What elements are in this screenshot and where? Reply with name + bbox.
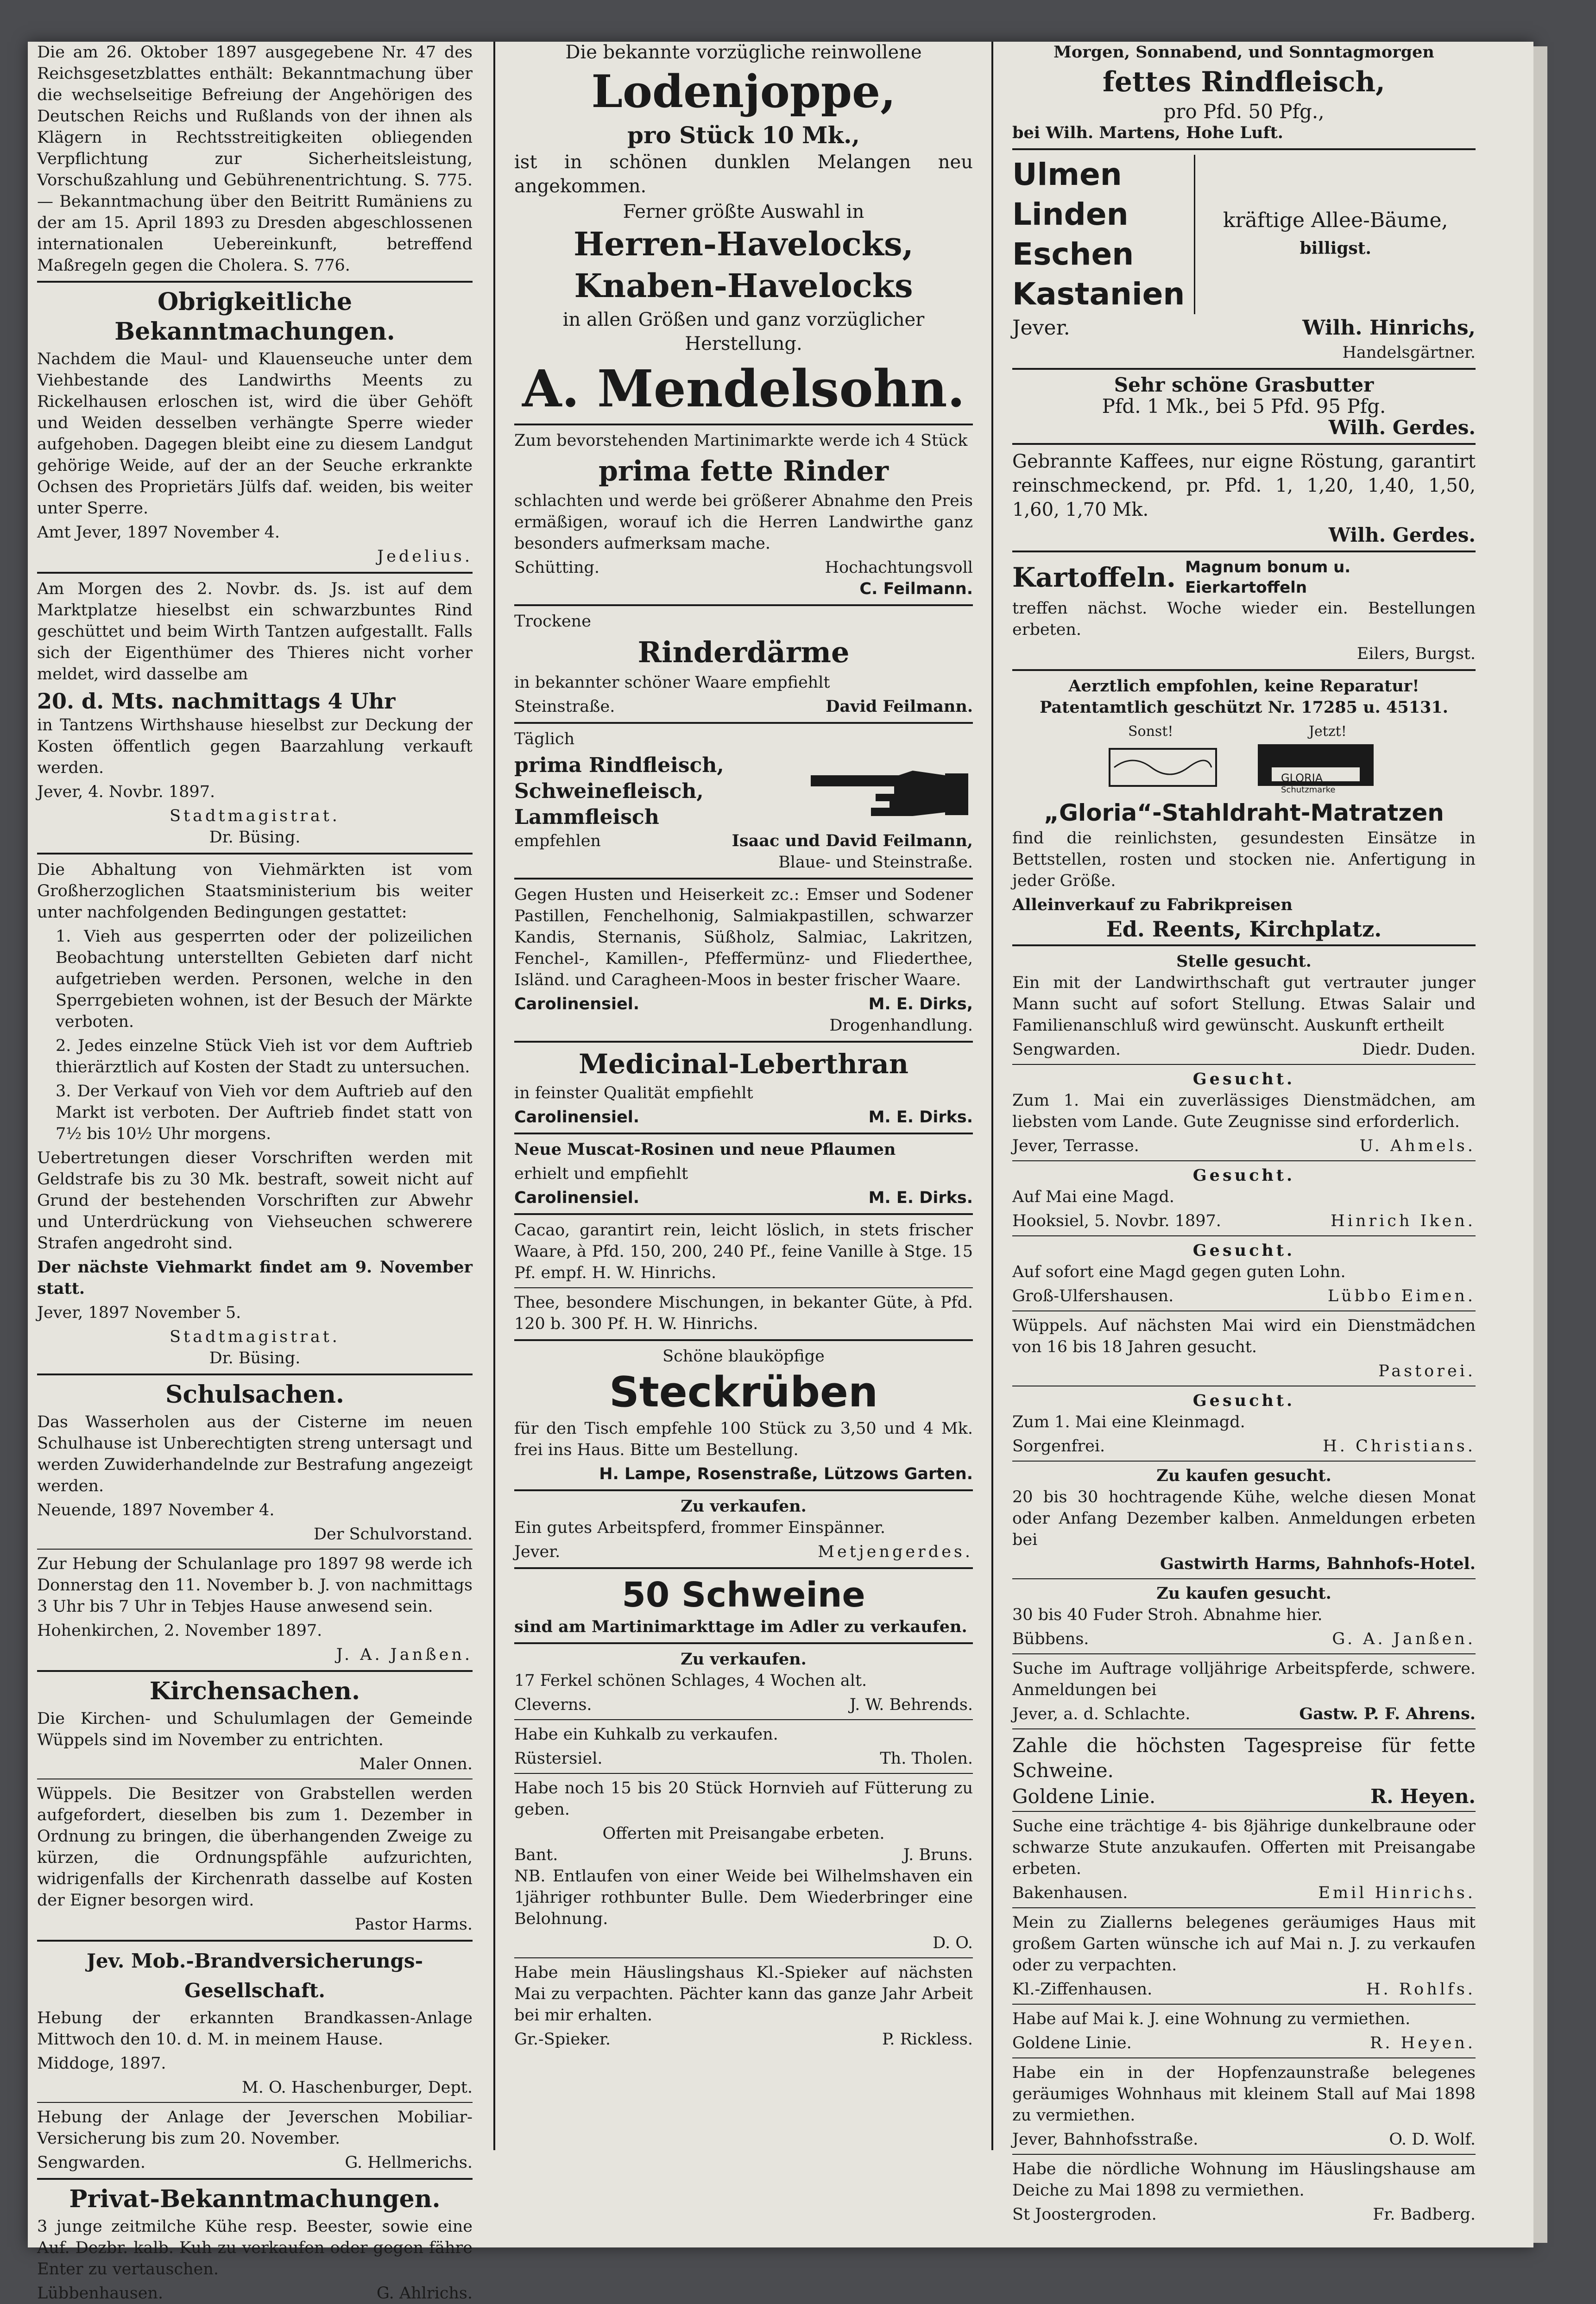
notice-signature: Dr. Büsing. [209, 1349, 301, 1367]
column-rule-2 [991, 42, 993, 2150]
ad-place: Cleverns. [514, 1696, 592, 1714]
notice-text: Am Morgen des 2. Novbr. ds. Js. ist auf dem Marktplatze hieselbst ein schwarzbuntes Rind geschüttet und beim Wirth Tantzen aufgestallt. Falls sich der Eigenthümer des Thieres nicht vorher meldet, wird dasselbe am [37, 580, 473, 684]
divider [37, 1940, 473, 1942]
divider [514, 604, 973, 606]
notice-date: Middoge, 1897. [37, 2054, 166, 2073]
section-heading-private: Privat-Bekanntmachungen. [69, 2185, 441, 2213]
column-1 [37, 42, 473, 2303]
ad-heading: Gesucht. [1192, 1241, 1295, 1260]
ad-signature: Gastw. P. F. Ahrens. [1299, 1704, 1476, 1723]
ad-headline-lodenjoppe: Lodenjoppe, [591, 65, 896, 118]
ad-signature: G. A. Janßen. [1332, 1630, 1476, 1648]
ad-text: Offerten mit Preisangabe erbeten. [602, 1824, 885, 1843]
ad-text: erhielt und empfiehlt [514, 1165, 688, 1183]
ad-signature: P. Rickless. [882, 2030, 973, 2049]
ad-heading: Gesucht. [1192, 1166, 1295, 1185]
ad-text: schlachten und werde bei größerer Abnahme den Preis ermäßigen, worauf ich die Herren Landwirthe ganz besonders aufmerksam mache. [514, 492, 973, 553]
section-heading-church: Kirchensachen. [149, 1677, 360, 1705]
ad-address: Blaue- und Steinstraße. [778, 853, 973, 872]
ad-text: Hochachtungsvoll [825, 558, 973, 577]
ad-text: Auf Mai eine Magd. [1012, 1188, 1174, 1206]
column-2 [514, 42, 973, 2173]
ad-place: Jever, Terrasse. [1012, 1137, 1139, 1155]
ad-place: Groß-Ulfershausen. [1012, 1287, 1174, 1305]
ad-signature: H. Lampe, Rosenstraße, Lützows Garten. [599, 1465, 973, 1483]
ad-text: Schöne blauköpfige [662, 1347, 825, 1366]
ad-heading: Zu verkaufen. [681, 1650, 807, 1669]
ad-text: Habe noch 15 bis 20 Stück Hornvieh auf Fütterung zu geben. [514, 1779, 973, 1819]
divider [1012, 1907, 1476, 1908]
ad-text: Ein gutes Arbeitspferd, frommer Einspänner. [514, 1519, 886, 1537]
ad-headline-steckrueben: Steckrüben [609, 1368, 878, 1417]
notice-date: Jever, 1897 November 5. [37, 1304, 241, 1322]
ad-signature: R. Heyen. [1370, 2034, 1476, 2052]
notice-signature: Jedelius. [377, 547, 473, 566]
ad-text: Gebrannte Kaffees, nur eigne Röstung, garantirt reinschmeckend, pr. Pfd. 1, 1,20, 1,40, 1,50, 1,60, 1,70 Mk. [1012, 451, 1476, 520]
ad-headline: prima Rindfleisch, [514, 753, 724, 777]
ad-heading: Zu kaufen gesucht. [1156, 1466, 1331, 1485]
ad-text: Auf sofort eine Magd gegen guten Lohn. [1012, 1263, 1346, 1281]
ad-text: Mein zu Ziallerns belegenes geräumiges Haus mit großem Garten wünsche ich auf Mai n. J. zu verkaufen oder zu verpachten. [1012, 1913, 1476, 1975]
divider [514, 1567, 973, 1569]
ad-headline-gloria: „Gloria“-Stahldraht-Matratzen [1044, 799, 1444, 826]
ad-text: Zahle die höchsten Tagespreise für fette Schweine. [1012, 1734, 1476, 1782]
ad-place: St Joostergroden. [1012, 2205, 1157, 2224]
divider [514, 1287, 973, 1288]
divider [514, 1957, 973, 1958]
notice-signature: Stadtmagistrat. [170, 1328, 340, 1346]
ad-place: Gr.-Spieker. [514, 2030, 611, 2049]
ad-place: Jever, Bahnhofsstraße. [1012, 2130, 1199, 2149]
ad-text: Zum 1. Mai eine Kleinmagd. [1012, 1413, 1245, 1431]
divider [1012, 551, 1476, 552]
notice-text: Uebertretungen dieser Vorschriften werden mit Geldstrafe bis zu 30 Mk. bestraft, soweit nicht auf Grund der bestehenden Vorschriften zur Abwehr und Unterdrückung von Viehseuchen schwerere Strafen angedroht sind. [37, 1149, 473, 1253]
notice-signature: Pastor Harms. [354, 1915, 473, 1934]
list-item: 2. Jedes einzelne Stück Vieh ist vor dem Auftrieb thierärztlich auf Kosten der Stadt zu untersuchen. [56, 1037, 473, 1076]
mattress-label-after: Jetzt! [1309, 723, 1347, 740]
ad-signature: J. Bruns. [903, 1846, 973, 1864]
notice-text: Die Kirchen- und Schulumlagen der Gemeinde Wüppels sind im November zu entrichten. [37, 1709, 473, 1749]
ad-headline: Herren-Havelocks, [574, 225, 914, 263]
ad-place: Sengwarden. [1012, 1040, 1121, 1059]
divider [514, 1642, 973, 1644]
ad-headline: fettes Rindfleisch, [1103, 66, 1385, 98]
divider [514, 1773, 973, 1774]
notice-date: Hohenkirchen, 2. November 1897. [37, 1621, 322, 1640]
ad-text: Habe ein in der Hopfenzaunstraße belegenes geräumiges Wohnhaus mit kleinem Stall auf Mai 1898 zu vermiethen. [1012, 2063, 1476, 2125]
ad-signature: Wilh. Gerdes. [1328, 416, 1476, 439]
notice-text: Nachdem die Maul- und Klauenseuche unter dem Viehbestande des Landwirths Meents zu Rickelhausen erloschen ist, wird die über Gehöft und Weiden desselben verhängte Sperre wieder aufgehoben. Dagegen bleibt eine zu diesem Landgut gehörige Weide, auf der an der Seuche erkrankte Ochsen des Proprietärs Jülfs daf. weiden, bis weiter unter Sperre. [37, 350, 473, 518]
ad-headline: Sehr schöne Grasbutter [1114, 373, 1374, 396]
divider [37, 1670, 473, 1672]
divider [37, 1549, 473, 1550]
divider [514, 1719, 973, 1720]
divider [1012, 148, 1476, 150]
divider [514, 1213, 973, 1215]
divider [514, 1489, 973, 1491]
ad-text: Habe die nördliche Wohnung im Häuslingshause am Deiche zu Mai 1898 zu vermiethen. [1012, 2160, 1476, 2200]
divider [1012, 1235, 1476, 1236]
ad-text: Suche im Auftrage volljährige Arbeitspferde, schwere. Anmeldungen bei [1012, 1659, 1476, 1699]
ad-text: Aerztlich empfohlen, keine Reparatur! [1068, 677, 1419, 696]
column-rule-1 [493, 42, 495, 2150]
ad-signature: Hinrich Iken. [1331, 1212, 1476, 1230]
divider [1012, 669, 1476, 671]
divider [37, 2102, 473, 2103]
ad-signature: H. Rohlfs. [1366, 1980, 1476, 1999]
ad-company-mendelsohn: A. Mendelsohn. [522, 359, 965, 418]
divider [1012, 1811, 1476, 1812]
ad-headline: Rinderdärme [637, 635, 850, 669]
ad-text: Drogenhandlung. [829, 1016, 973, 1035]
ad-text: Alleinverkauf zu Fabrikpreisen [1012, 895, 1293, 914]
ad-signature: Wilh. Hinrichs, [1302, 316, 1476, 340]
divider [1012, 443, 1476, 445]
ad-text: Suche eine trächtige 4- bis 8jährige dunkelbraune oder schwarze Stute anzukaufen. Offerten mit Preisangabe erbeten. [1012, 1817, 1476, 1878]
ad-signature: J. W. Behrends. [849, 1696, 973, 1714]
divider [1012, 1461, 1476, 1462]
ad-place: Goldene Linie. [1012, 2034, 1132, 2052]
ad-text: treffen nächst. Woche wieder ein. Bestellungen erbeten. [1012, 599, 1476, 639]
ad-text: 20 bis 30 hochtragende Kühe, welche diesen Monat oder Anfang Dezember kalben. Anmeldungen erbeten bei [1012, 1488, 1476, 1549]
divider [1012, 1728, 1476, 1729]
ad-signature: C. Feilmann. [859, 580, 973, 598]
ad-price: pro Pfd. 50 Pfg., [1163, 100, 1325, 123]
ad-signature: H. Christians. [1323, 1437, 1476, 1456]
divider [514, 1041, 973, 1043]
page-edge [1533, 46, 1547, 2243]
notice-signature: J. A. Janßen. [336, 1646, 473, 1664]
pointing-hand-icon [806, 757, 973, 826]
ad-headline: Lammfleisch [514, 805, 659, 829]
ad-signature: Emil Hinrichs. [1318, 1884, 1476, 1902]
ad-text: 30 bis 40 Fuder Stroh. Abnahme hier. [1012, 1606, 1323, 1624]
ad-heading: Stelle gesucht. [1176, 952, 1312, 971]
ad-signature: O. D. Wolf. [1389, 2130, 1476, 2149]
ad-text: ist in schönen dunklen Melangen neu angekommen. [514, 152, 973, 197]
ad-signature: Ed. Reents, Kirchplatz. [1106, 917, 1382, 942]
ad-text: Cacao, garantirt rein, leicht löslich, in stets frischer Waare, à Pfd. 150, 200, 240 Pf., feine Vanille à Stge. 15 Pf. empf. H. W. Hinrichs. [514, 1221, 973, 1282]
divider [37, 1374, 473, 1375]
notice-signature: Dr. Büsing. [209, 828, 301, 847]
divider [1012, 2154, 1476, 2155]
divider [1012, 1160, 1476, 1161]
ad-place: Goldene Linie. [1012, 1785, 1156, 1808]
ad-place: Carolinensiel. [514, 995, 640, 1013]
notice-text: Die Abhaltung von Viehmärkten ist vom Großherzoglichen Staatsministerium bis weiter unter nachfolgenden Bedingungen gestattet: [37, 861, 473, 922]
ad-text: Gegen Husten und Heiserkeit zc.: Emser und Sodener Pastillen, Fenchelhonig, Salmiakpastillen, schwarzer Kandis, Sternanis, Süßholz, Salmiac, Lakritzen, Fenchel-, Kamillen-, Pfeffermünz- und Fliederthee, Isländ. und Caragheen-Moos in bester frischer Waare. [514, 886, 973, 989]
ad-place: Schütting. [514, 558, 600, 577]
section-heading-insurance: Jev. Mob.-Brandversicherungs-Gesellschaft. [86, 1950, 423, 2002]
notice-text: Das Wasserholen aus der Cisterne im neuen Schulhause ist Unberechtigten streng untersagt und werden Zuwiderhandelnde zur Bestrafung angezeigt werden. [37, 1413, 473, 1495]
ad-signature: Eilers, Burgst. [1356, 645, 1476, 663]
ad-price: Pfd. 1 Mk., bei 5 Pfd. 95 Pfg. [1102, 395, 1386, 418]
ad-signature: Metjengerdes. [818, 1543, 973, 1561]
ad-text: in allen Größen und ganz vorzüglicher Herstellung. [562, 309, 925, 354]
ad-signature: Gastwirth Harms, Bahnhofs-Hotel. [1160, 1554, 1476, 1573]
mattress-label-before: Sonst! [1128, 723, 1173, 740]
ad-text: Habe auf Mai k. J. eine Wohnung zu vermiethen. [1012, 2010, 1411, 2028]
ad-place: Rüstersiel. [514, 1749, 603, 1768]
list-item: 3. Der Verkauf von Vieh vor dem Auftrieb auf den Markt ist verboten. Der Auftrieb findet statt von 7½ bis 10½ Uhr morgens. [56, 1082, 473, 1143]
ad-text: Ein mit der Landwirthschaft gut vertrauter junger Mann sucht auf sofort Stellung. Etwas Salair und Familienanschluß wird gewünscht. Auskunft ertheilt [1012, 974, 1476, 1035]
ad-text: in bekannter schöner Waare empfiehlt [514, 673, 830, 692]
divider [37, 853, 473, 855]
divider [37, 2178, 473, 2180]
notice-highlight: Der nächste Viehmarkt findet am 9. November statt. [37, 1258, 473, 1298]
ad-signature: M. E. Dirks. [868, 1189, 973, 1207]
notice-signature: G. Hellmerichs. [345, 2153, 473, 2172]
ad-signature: Th. Tholen. [880, 1749, 973, 1768]
column-3 [1012, 42, 1476, 2224]
ad-signature: U. Ahmels. [1359, 1137, 1476, 1155]
ad-place: Hooksiel, 5. Novbr. 1897. [1012, 1212, 1221, 1230]
ad-place: Bakenhausen. [1012, 1884, 1128, 1902]
ad-price: pro Stück 10 Mk., [627, 121, 860, 149]
ad-text: Zum bevorstehenden Martinimarkte werde ich 4 Stück [514, 431, 968, 450]
ad-headline-schweine: 50 Schweine [622, 1575, 865, 1615]
divider [514, 424, 973, 425]
divider [1012, 1653, 1476, 1654]
ad-text: Die bekannte vorzügliche reinwollene [565, 42, 922, 63]
divider [37, 281, 473, 283]
divider [1012, 1310, 1476, 1311]
divider [1012, 1064, 1476, 1065]
ad-signature: D. O. [933, 1934, 973, 1952]
ad-headline: prima fette Rinder [598, 455, 889, 487]
ad-signature: bei Wilh. Martens, Hohe Luft. [1012, 123, 1283, 142]
ad-place: Steinstraße. [514, 697, 615, 716]
ad-signature: M. E. Dirks. [868, 1108, 973, 1127]
section-heading-school: Schulsachen. [165, 1380, 344, 1409]
ad-place: Carolinensiel. [514, 1108, 640, 1127]
ad-heading: Zu kaufen gesucht. [1156, 1584, 1331, 1603]
divider [1012, 2057, 1476, 2058]
ad-text: billigst. [1300, 239, 1371, 258]
ad-text: Magnum bonum u. Eierkartoffeln [1185, 558, 1351, 597]
notice-text: Hebung der erkannten Brandkassen-Anlage Mittwoch den 10. d. M. in meinem Hause. [37, 2009, 473, 2049]
ad-text: für den Tisch empfehle 100 Stück zu 3,50 und 4 Mk. frei ins Haus. Bitte um Bestellung. [514, 1419, 973, 1459]
notice-text: Zur Hebung der Schulanlage pro 1897 98 werde ich Donnerstag den 11. November b. J. von nachmittags 3 Uhr bis 7 Uhr in Tebjes Hause anwesend sein. [37, 1555, 473, 1616]
divider [514, 1133, 973, 1134]
ad-signature: Diedr. Duden. [1362, 1040, 1476, 1059]
section-heading-official: Obrigkeitliche Bekanntmachungen. [114, 288, 395, 346]
ad-text: NB. Entlaufen von einer Weide bei Wilhelmshaven ein 1jähriger rothbunter Bulle. Dem Wiederbringer eine Belohnung. [514, 1867, 973, 1928]
ad-text: find die reinlichsten, gesundesten Einsätze in Bettstellen, rosten und stocken nie. Anfertigung in jeder Größe. [1012, 829, 1476, 890]
ad-headline: Medicinal-Leberthran [579, 1048, 908, 1080]
gazette-notice: Die am 26. Oktober 1897 ausgegebene Nr. 47 des Reichsgesetzblattes enthält: Bekanntmachung über die wechselseitige Befreiung der Angehörigen des Deutschen Reichs und Rußlands von der ihnen als Klägern in Rechtsstreitigkeiten obliegenden Verpflichtung zur Sicherheitsleistung, Vorschußzahlung und Gebührenentrichtung. S. 775. — Bekanntmachung über den Beitritt Rumäniens zu der am 15. April 1893 zu Dresden abgeschlossenen internationalen Uebereinkunft, betreffend Maßregeln gegen die Cholera. S. 776. [37, 43, 473, 275]
ad-signature: M. E. Dirks, [868, 995, 973, 1013]
ad-text: Morgen, Sonnabend, und Sonntagmorgen [1053, 43, 1434, 62]
mattress-trademark: Schutzmarke [1281, 785, 1336, 795]
divider [37, 572, 473, 574]
ad-place: Jever. [514, 1543, 561, 1561]
ad-text: Wüppels. Auf nächsten Mai wird ein Dienstmädchen von 16 bis 18 Jahren gesucht. [1012, 1317, 1476, 1356]
notice-signature: Maler Onnen. [359, 1755, 473, 1773]
ad-place: Jever. [1012, 316, 1070, 340]
ad-place: Bübbens. [1012, 1630, 1089, 1648]
ad-text: Habe ein Kuhkalb zu verkaufen. [514, 1725, 778, 1744]
ad-text: Handelsgärtner. [1342, 343, 1476, 362]
notice-text: 3 junge zeitmilche Kühe resp. Beester, sowie eine Auf. Dezbr. kalb. Kuh zu verkaufen oder gegen fähre Enter zu vertauschen. [37, 2217, 473, 2279]
ad-signature: Wilh. Gerdes. [1328, 524, 1476, 546]
ad-signature: Fr. Badberg. [1373, 2205, 1476, 2224]
tree-ulmen: Ulmen [1012, 157, 1122, 192]
ad-headline: Kartoffeln. [1012, 562, 1176, 593]
ad-text: in feinster Qualität empfiehlt [514, 1084, 753, 1102]
ad-place: Kl.-Ziffenhausen. [1012, 1980, 1153, 1999]
ad-place: Sorgenfrei. [1012, 1437, 1105, 1456]
ad-text: Habe mein Häuslingshaus Kl.-Spieker auf nächsten Mai zu verpachten. Pächter kann das ganze Jahr Arbeit bei mir erhalten. [514, 1963, 973, 2025]
divider [1012, 944, 1476, 946]
divider [1012, 368, 1476, 370]
ad-headline: Neue Muscat-Rosinen und neue Pflaumen [514, 1140, 896, 1159]
ad-text: Zum 1. Mai ein zuverlässiges Dienstmädchen, am liebsten vom Lande. Gute Zeugnisse sind erforderlich. [1012, 1091, 1476, 1131]
ad-place: Carolinensiel. [514, 1189, 640, 1207]
notice-place: Lübbenhausen. [37, 2284, 164, 2303]
notice-signature: Stadtmagistrat. [170, 807, 340, 825]
mattress-brand-label: GLORIA [1281, 772, 1323, 785]
divider [1012, 1578, 1476, 1579]
list-item: 1. Vieh aus gesperrten oder der polizeilichen Beobachtung unterstellten Gebieten darf nicht aufgetrieben werden. Personen, welche in den Sperrgebieten wohnen, ist der Besuch der Märkte verboten. [56, 927, 473, 1031]
ad-text: sind am Martinimarkttage im Adler zu verkaufen. [514, 1617, 967, 1636]
notice-date: Neuende, 1897 November 4. [37, 1501, 275, 1519]
notice-text: in Tantzens Wirthshause hieselbst zur Deckung der Kosten öffentlich gegen Baarzahlung verkauft werden. [37, 716, 473, 777]
divider [514, 1339, 973, 1341]
tree-linden: Linden [1012, 196, 1129, 232]
tree-eschen: Eschen [1012, 236, 1134, 272]
ad-signature: Pastorei. [1378, 1362, 1476, 1380]
ad-headline: Schweinefleisch, [514, 779, 704, 803]
notice-text: Hebung der Anlage der Jeverschen Mobiliar-Versicherung bis zum 20. November. [37, 2108, 473, 2148]
notice-signature: G. Ahlrichs. [376, 2284, 473, 2303]
ad-signature: R. Heyen. [1370, 1785, 1476, 1808]
ad-heading: Zu verkaufen. [681, 1497, 807, 1516]
notice-date: Amt Jever, 1897 November 4. [37, 523, 280, 542]
ad-place: Jever, a. d. Schlachte. [1012, 1705, 1191, 1723]
notice-signature: Der Schulvorstand. [313, 1525, 473, 1544]
divider [514, 878, 973, 880]
notice-highlight: 20. d. Mts. nachmittags 4 Uhr [37, 689, 396, 714]
notice-place: Sengwarden. [37, 2153, 145, 2172]
notice-signature: M. O. Haschenburger, Dept. [241, 2078, 473, 2097]
ad-headline: Knaben-Havelocks [574, 266, 913, 305]
tree-kastanien: Kastanien [1012, 276, 1185, 312]
notice-date: Jever, 4. Novbr. 1897. [37, 783, 215, 801]
ad-signature: Lübbo Eimen. [1327, 1287, 1476, 1305]
ad-text: Ferner größte Auswahl in [623, 201, 864, 222]
ad-text: kräftige Allee-Bäume, [1223, 209, 1448, 232]
ad-text: empfehlen [514, 832, 601, 850]
ad-text: Patentamtlich geschützt Nr. 17285 u. 45131. [1040, 698, 1448, 717]
ad-place: Bant. [514, 1846, 558, 1864]
ad-heading: Gesucht. [1192, 1070, 1295, 1089]
ad-text: Täglich [514, 730, 575, 748]
ad-signature: David Feilmann. [826, 697, 973, 716]
ad-signature: Isaac und David Feilmann, [732, 831, 973, 850]
ad-heading: Gesucht. [1192, 1391, 1295, 1410]
divider [1012, 2004, 1476, 2005]
ad-text: 17 Ferkel schönen Schlages, 4 Wochen alt. [514, 1671, 867, 1690]
divider [514, 722, 973, 724]
ad-text: Trockene [514, 612, 591, 631]
ad-text: Thee, besondere Mischungen, in bekanter Güte, à Pfd. 120 b. 300 Pf. H. W. Hinrichs. [514, 1293, 973, 1333]
notice-text: Wüppels. Die Besitzer von Grabstellen werden aufgefordert, dieselben bis zum 1. Dezember in Ordnung zu bringen, die überhangenden Zweige zu kürzen, die Ordnungspfähle aufzurichten, widrigenfalls der Kirchenrath dasselbe auf Kosten der Eigner besorgen wird. [37, 1785, 473, 1910]
